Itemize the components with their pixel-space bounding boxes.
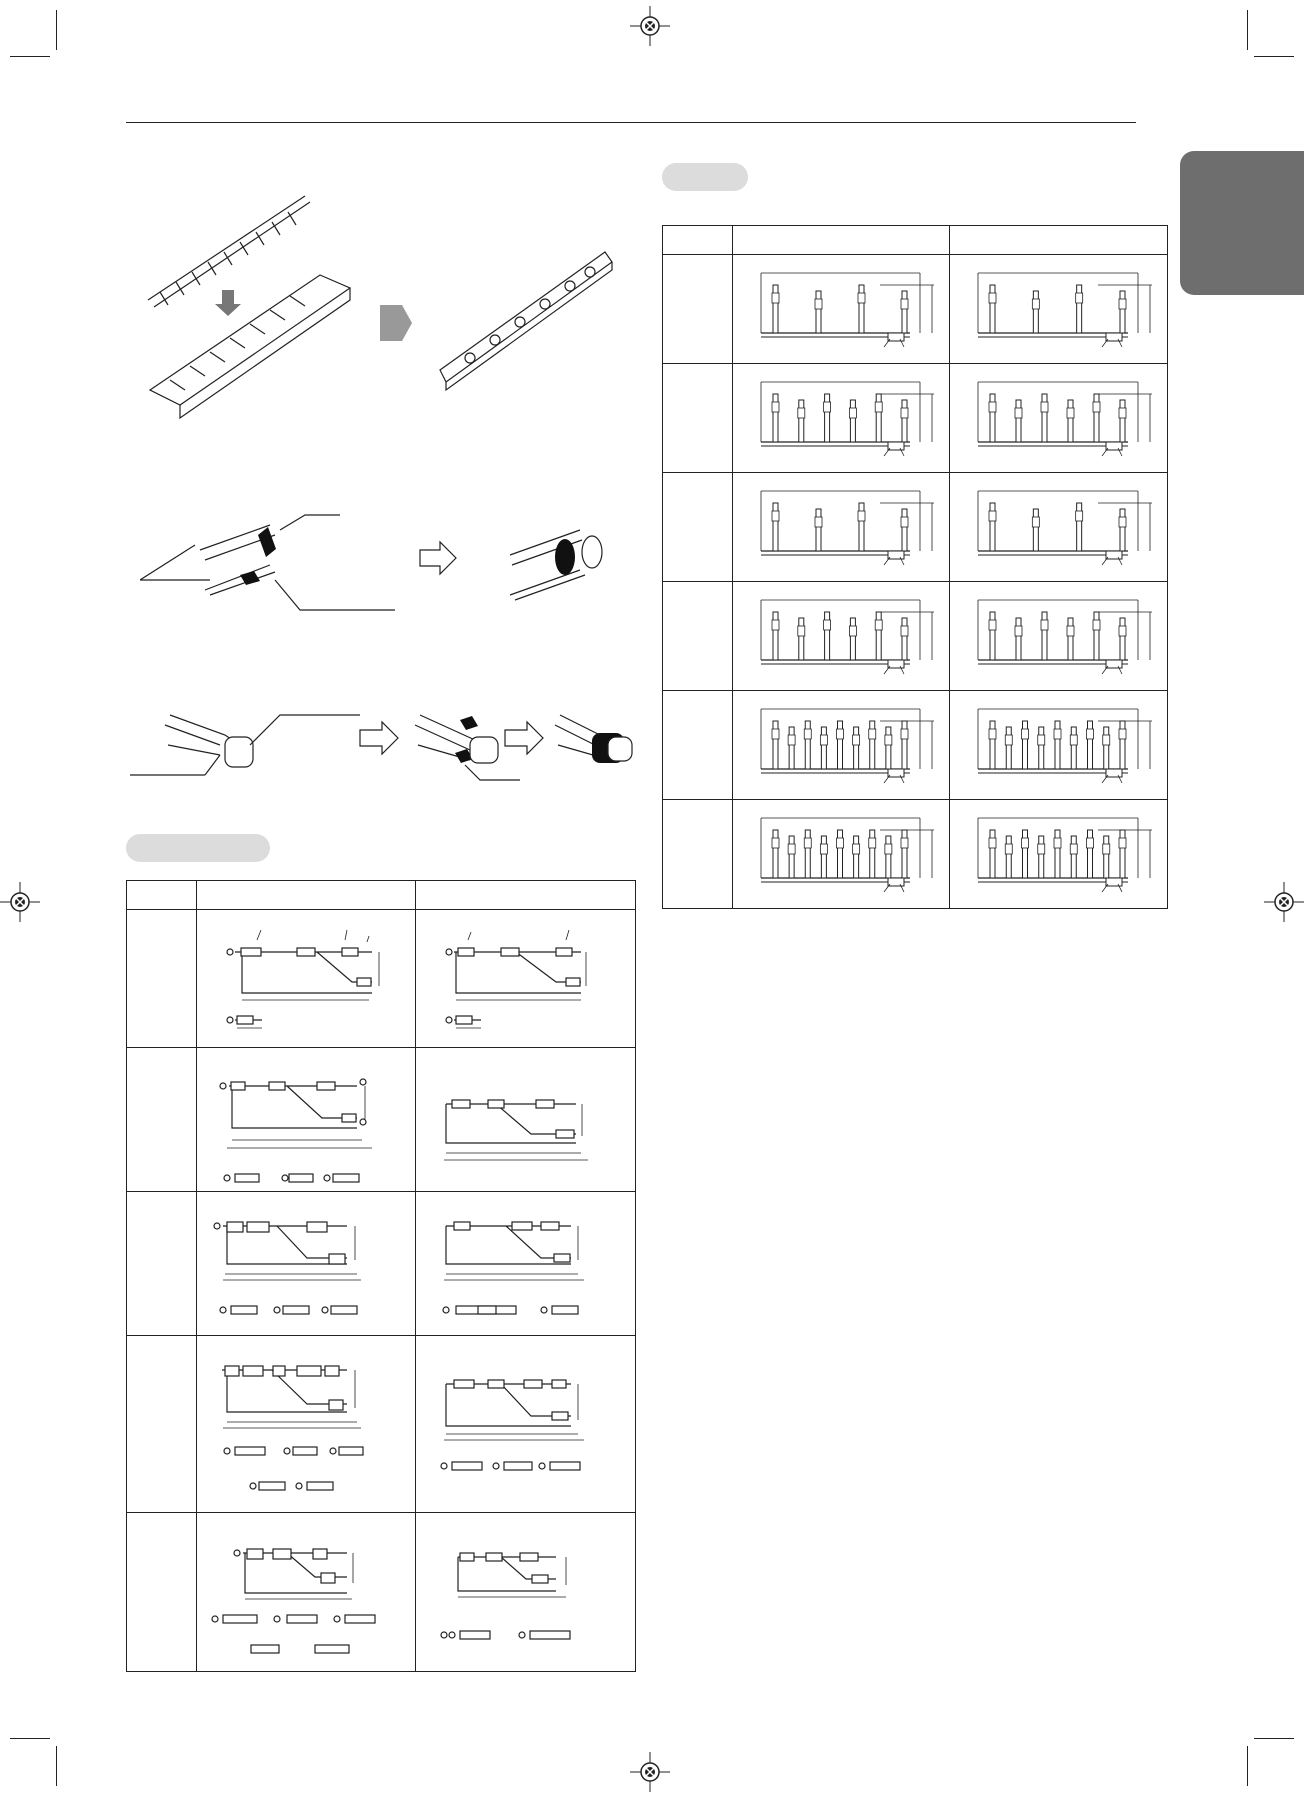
row-label bbox=[663, 473, 733, 582]
branch-pipe bbox=[1016, 400, 1021, 442]
row-label bbox=[663, 691, 733, 800]
branch-pipe bbox=[821, 836, 826, 878]
branch-pipe bbox=[870, 830, 875, 878]
y-branch-drawing bbox=[416, 1336, 636, 1513]
row-label bbox=[663, 582, 733, 691]
header-cell bbox=[416, 881, 636, 910]
y-branch-drawing bbox=[197, 1336, 416, 1513]
header-cell bbox=[197, 881, 416, 910]
branch-pipe bbox=[1120, 721, 1125, 769]
branch-pipe bbox=[816, 509, 821, 551]
row-label bbox=[663, 800, 733, 909]
header-drawing bbox=[733, 800, 950, 909]
branch-pipe bbox=[773, 503, 778, 551]
header-drawing bbox=[950, 473, 1168, 582]
header-drawing bbox=[950, 800, 1168, 909]
crop-mark-top-left-h bbox=[10, 56, 50, 57]
branch-pipe bbox=[773, 612, 778, 660]
crop-mark-top-left-v bbox=[56, 10, 57, 50]
branch-pipe bbox=[1077, 503, 1082, 551]
branch-pipe bbox=[1042, 612, 1047, 660]
header-drawing bbox=[950, 691, 1168, 800]
branch-pipe bbox=[1023, 721, 1028, 769]
branch-pipe bbox=[838, 721, 843, 769]
branch-pipe bbox=[1088, 721, 1093, 769]
branch-pipe bbox=[825, 394, 830, 442]
branch-pipe bbox=[990, 503, 995, 551]
crop-mark-top-right-v bbox=[1247, 10, 1248, 50]
branch-pipe bbox=[902, 291, 907, 333]
section-label-pill-right bbox=[662, 163, 748, 191]
branch-pipe bbox=[805, 830, 810, 878]
branch-pipe bbox=[816, 291, 821, 333]
branch-pipe bbox=[773, 285, 778, 333]
y-branch-drawing bbox=[197, 1048, 416, 1192]
row-label bbox=[127, 1336, 197, 1513]
branch-pipe bbox=[850, 618, 855, 660]
branch-pipe bbox=[859, 503, 864, 551]
header-drawing bbox=[733, 364, 950, 473]
branch-pipe bbox=[1033, 509, 1038, 551]
branch-pipe bbox=[854, 836, 859, 878]
row-label bbox=[127, 910, 197, 1048]
branch-pipe bbox=[789, 836, 794, 878]
branch-pipe bbox=[789, 727, 794, 769]
branch-pipe bbox=[902, 618, 907, 660]
y-branch-drawing bbox=[197, 1513, 416, 1672]
branch-pipe bbox=[1055, 721, 1060, 769]
branch-pipe bbox=[870, 721, 875, 769]
registration-mark-icon bbox=[0, 882, 40, 922]
branch-pipe bbox=[773, 830, 778, 878]
section-tab bbox=[1180, 151, 1304, 295]
branch-pipe bbox=[1068, 618, 1073, 660]
branch-pipe bbox=[1071, 836, 1076, 878]
header-drawing bbox=[733, 473, 950, 582]
branch-pipe bbox=[773, 394, 778, 442]
branch-pipe bbox=[805, 721, 810, 769]
arrow-right-icon bbox=[420, 542, 456, 574]
row-label bbox=[127, 1192, 197, 1336]
branch-pipe bbox=[799, 618, 804, 660]
branch-pipe bbox=[902, 830, 907, 878]
branch-pipe bbox=[1088, 830, 1093, 878]
branch-pipe bbox=[886, 836, 891, 878]
header-rule bbox=[126, 122, 1136, 123]
branch-pipe bbox=[1033, 291, 1038, 333]
row-label bbox=[127, 1513, 197, 1672]
branch-pipe bbox=[850, 400, 855, 442]
header-drawing bbox=[950, 364, 1168, 473]
branch-pipe bbox=[902, 721, 907, 769]
header-drawing bbox=[733, 691, 950, 800]
header-cell bbox=[127, 881, 197, 910]
y-branch-drawing bbox=[416, 1192, 636, 1336]
branch-pipe bbox=[1071, 727, 1076, 769]
y-branch-drawing bbox=[416, 1513, 636, 1672]
header-drawing bbox=[733, 582, 950, 691]
header-drawing bbox=[950, 582, 1168, 691]
branch-pipe bbox=[902, 400, 907, 442]
row-label bbox=[663, 364, 733, 473]
header-cell bbox=[733, 226, 950, 255]
registration-mark-icon bbox=[1264, 882, 1304, 922]
row-label bbox=[663, 255, 733, 364]
branch-pipe bbox=[876, 612, 881, 660]
crop-mark-bottom-right-v bbox=[1247, 1746, 1248, 1786]
header-drawing bbox=[733, 255, 950, 364]
branch-pipe bbox=[1023, 830, 1028, 878]
branch-pipe bbox=[990, 394, 995, 442]
branch-pipe bbox=[1006, 727, 1011, 769]
branch-pipe bbox=[821, 727, 826, 769]
branch-pipe bbox=[1104, 836, 1109, 878]
branch-pipe bbox=[799, 400, 804, 442]
header-cell bbox=[950, 226, 1168, 255]
branch-pipe bbox=[990, 285, 995, 333]
arrow-right-icon bbox=[360, 722, 398, 754]
branch-pipe bbox=[990, 721, 995, 769]
branch-pipe bbox=[1120, 400, 1125, 442]
branch-pipe bbox=[1077, 285, 1082, 333]
header-cell bbox=[663, 226, 733, 255]
crop-mark-bottom-left-v bbox=[56, 1746, 57, 1786]
arrow-down-icon bbox=[215, 290, 241, 316]
branch-pipe bbox=[1120, 830, 1125, 878]
left-y-branch-table bbox=[126, 880, 636, 1672]
y-branch-drawing bbox=[416, 1048, 636, 1192]
arrow-right-icon bbox=[505, 722, 543, 754]
branch-pipe bbox=[854, 727, 859, 769]
right-header-table bbox=[662, 225, 1168, 909]
y-branch-drawing bbox=[197, 1192, 416, 1336]
branch-pipe bbox=[1039, 727, 1044, 769]
row-label bbox=[127, 1048, 197, 1192]
branch-pipe bbox=[859, 285, 864, 333]
tape-wrap-illustration-1 bbox=[140, 500, 630, 620]
branch-pipe bbox=[1039, 836, 1044, 878]
branch-pipe bbox=[1042, 394, 1047, 442]
arrow-right-icon bbox=[380, 305, 412, 341]
registration-mark-icon bbox=[630, 1752, 670, 1792]
branch-pipe bbox=[773, 721, 778, 769]
branch-pipe bbox=[1120, 509, 1125, 551]
section-label-pill-left bbox=[126, 834, 270, 862]
branch-pipe bbox=[876, 394, 881, 442]
branch-pipe bbox=[990, 830, 995, 878]
branch-pipe bbox=[886, 727, 891, 769]
branch-pipe bbox=[1016, 618, 1021, 660]
crop-mark-top-right-h bbox=[1254, 56, 1294, 57]
branch-pipe bbox=[825, 612, 830, 660]
header-drawing bbox=[950, 255, 1168, 364]
header-insulation-illustration bbox=[140, 180, 630, 420]
branch-pipe bbox=[1006, 836, 1011, 878]
y-branch-drawing bbox=[197, 910, 416, 1048]
tape-wrap-illustration-2 bbox=[130, 695, 640, 795]
branch-pipe bbox=[1104, 727, 1109, 769]
branch-pipe bbox=[1094, 394, 1099, 442]
registration-mark-icon bbox=[630, 6, 670, 46]
branch-pipe bbox=[1068, 400, 1073, 442]
branch-pipe bbox=[1094, 612, 1099, 660]
y-branch-drawing bbox=[416, 910, 636, 1048]
branch-pipe bbox=[838, 830, 843, 878]
branch-pipe bbox=[902, 509, 907, 551]
crop-mark-bottom-left-h bbox=[10, 1738, 50, 1739]
branch-pipe bbox=[1120, 618, 1125, 660]
branch-pipe bbox=[990, 612, 995, 660]
branch-pipe bbox=[1055, 830, 1060, 878]
branch-pipe bbox=[1120, 291, 1125, 333]
crop-mark-bottom-right-h bbox=[1254, 1738, 1294, 1739]
